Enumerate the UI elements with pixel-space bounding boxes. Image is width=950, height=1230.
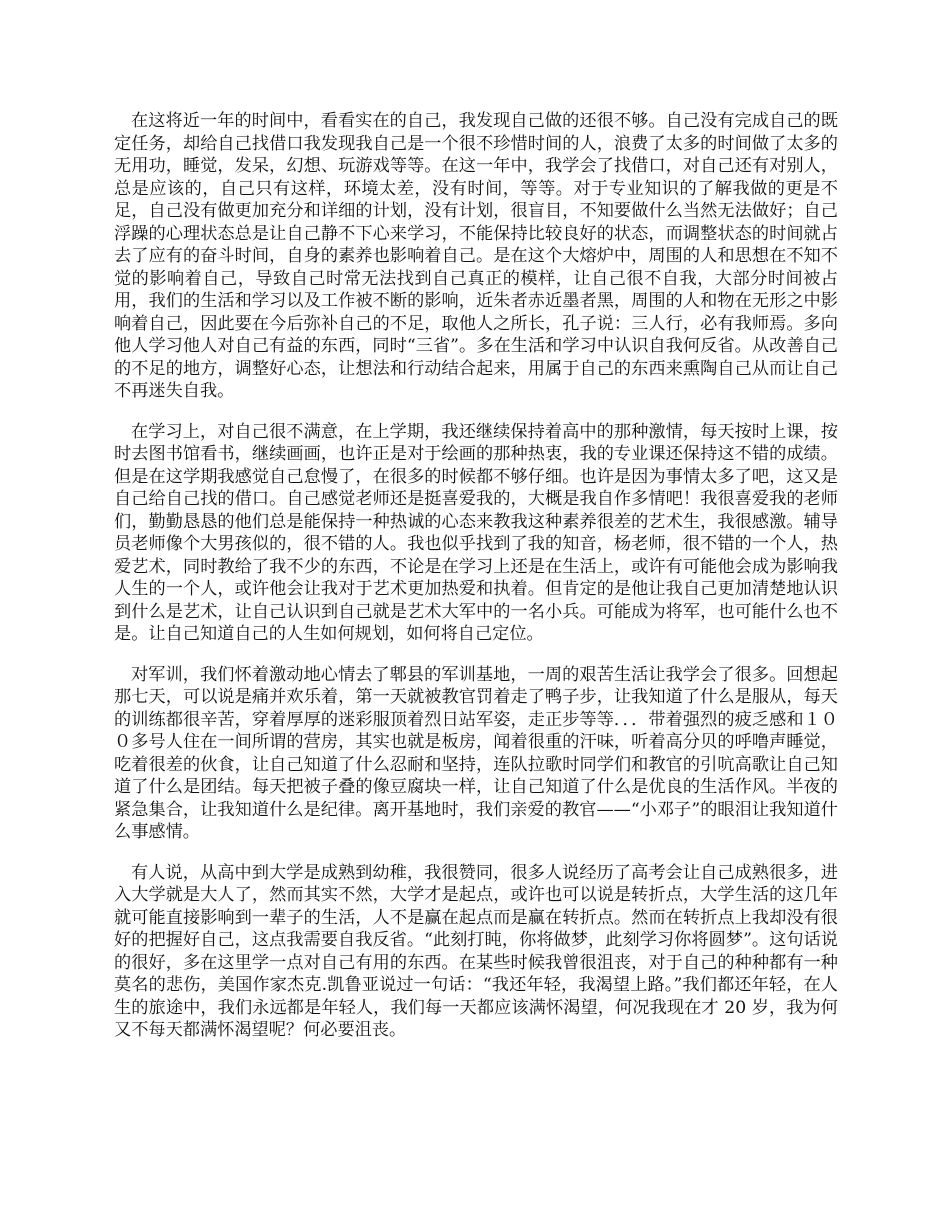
paragraph-military-training: 对军训，我们怀着激动地心情去了郫县的军训基地，一周的艰苦生活让我学会了很多。回想起那七天，可以说是痛并欢乐着，第一天就被教官罚着走了鸭子步，让我知道了什么是服从，每天的训练都很辛苦，穿着厚厚的迷彩服顶着烈日站军姿，走正步等等．．．带着强烈的疲乏感和１００多号人住在一间所谓的营房，其实也就是板房，闻着很重的汗味，听着高分贝的呼噜声睡觉，吃着很差的伙食，让自己知道了什么忍耐和坚持，连队拉歌时同学们和教官的引吭高歌让自己知道了什么是团结。每天把被子叠的像豆腐块一样，让自己知道了什么是优良的生活作风。半夜的紧急集合，让我知道什么是纪律。离开基地时，我们亲爱的教官——“小邓子”的眼泪让我知道什么事感情。	[114, 664, 838, 842]
document-body	[114, 110, 838, 1060]
paragraph-university-life: 有人说，从高中到大学是成熟到幼稚，我很赞同，很多人说经历了高考会让自己成熟很多，进入大学就是大人了，然而其实不然，大学才是起点，或许也可以说是转折点，大学生活的这几年就可能直接影响到一辈子的生活，人不是赢在起点而是赢在转折点。然而在转折点上我却没有很好的把握好自己，这点我需要自我反省。“此刻打盹，你将做梦，此刻学习你将圆梦”。这句话说的很好，多在这里学一点对自己有用的东西。在某些时候我曾很沮丧，对于自己的种种都有一种莫名的悲伤，美国作家杰克.凯鲁亚说过一句话：“我还年轻，我渴望上路。”我们都还年轻，在人生的旅途中，我们永远都是年轻人，我们每一天都应该满怀渴望，何况我现在才 20 岁，我为何又不每天都满怀渴望呢？何必要沮丧。	[114, 862, 838, 1040]
paragraph-reflection: 在这将近一年的时间中，看看实在的自己，我发现自己做的还很不够。自己没有完成自己的既定任务，却给自己找借口我发现我自己是一个很不珍惜时间的人，浪费了太多的时间做了太多的无用功，睡觉，发呆，幻想、玩游戏等等。在这一年中，我学会了找借口，对自己还有对别人，总是应该的，自己只有这样，环境太差，没有时间，等等。对于专业知识的了解我做的更是不足，自己没有做更加充分和详细的计划，没有计划，很盲目，不知要做什么当然无法做好；自己浮躁的心理状态总是让自己静不下心来学习，不能保持比较良好的状态，而调整状态的时间就占去了应有的奋斗时间，自身的素养也影响着自己。是在这个大熔炉中，周围的人和思想在不知不觉的影响着自己，导致自己时常无法找到自己真正的模样，让自己很不自我，大部分时间被占用，我们的生活和学习以及工作被不断的影响，近朱者赤近墨者黑，周围的人和物在无形之中影响着自己，因此要在今后弥补自己的不足，取他人之所长，孔子说：三人行，必有我师焉。多向他人学习他人对自己有益的东西，同时“三省”。多在生活和学习中认识自我何反省。从改善自己的不足的地方，调整好心态，让想法和行动结合起来，用属于自己的东西来熏陶自己从而让自己不再迷失自我。	[114, 111, 838, 401]
paragraph-study: 在学习上，对自己很不满意，在上学期，我还继续保持着高中的那种激情，每天按时上课，按时去图书馆看书，继续画画，也许正是对于绘画的那种热衷，我的专业课还保持这不错的成绩。但是在这学期我感觉自己怠慢了，在很多的时候都不够仔细。也许是因为事情太多了吧，这又是自己给自己找的借口。自己感觉老师还是挺喜爱我的，大概是我自作多情吧！我很喜爱我的老师们，勤勤恳恳的他们总是能保持一种热诚的心态来教我这种素养很差的艺术生，我很感激。辅导员老师像个大男孩似的，很不错的人。我也似乎找到了我的知音，杨老师，很不错的一个人，热爱艺术，同时教给了我不少的东西，不论是在学习上还是在生活上，或许有可能他会成为影响我人生的一个人，或许他会让我对于艺术更加热爱和执着。但肯定的是他让我自己更加清楚地认识到什么是艺术，让自己认识到自己就是艺术大军中的一名小兵。可能成为将军，也可能什么也不是。让自己知道自己的人生如何规划，如何将自己定位。	[114, 421, 838, 644]
